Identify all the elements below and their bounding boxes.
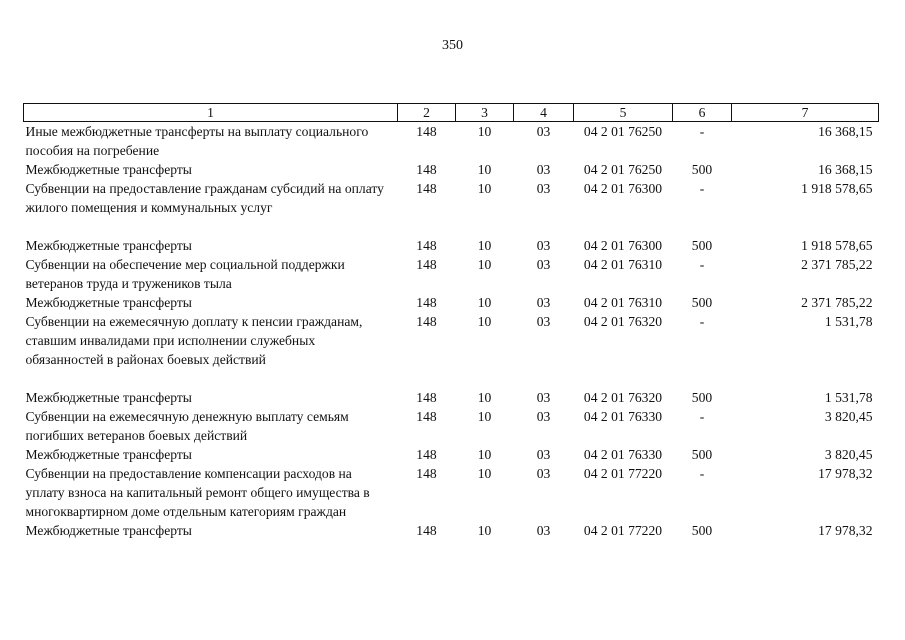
row-amount-cell: 2 371 785,22	[801, 257, 873, 272]
row-name-cell: Субвенции на ежемесячную доплату к пенсии гражданам, ставшим инвалидами при исполнении служебных обязанностей в районах боевых действий	[25, 314, 363, 367]
header-col-6: 6	[673, 104, 732, 122]
header-col-5: 5	[574, 104, 673, 122]
table-row	[24, 388, 879, 407]
row-amount-cell: 1 918 578,65	[801, 181, 873, 196]
row-name-cell: Межбюджетные трансферты	[25, 162, 192, 177]
row-expense-type-cell: 500	[691, 238, 713, 253]
row-expense-type-cell: -	[699, 314, 705, 329]
header-col-3: 3	[456, 104, 514, 122]
row-target-article-cell: 04 2 01 76330	[583, 409, 663, 424]
row-section-cell: 10	[477, 523, 492, 538]
table-row	[24, 293, 879, 312]
row-subsection-cell: 03	[536, 447, 551, 462]
row-section-cell: 10	[477, 466, 492, 481]
table-row	[24, 236, 879, 255]
row-subsection-cell: 03	[536, 162, 551, 177]
row-target-article-cell: 04 2 01 76320	[583, 390, 663, 405]
row-target-article-cell: 04 2 01 76250	[583, 162, 663, 177]
row-name-cell: Иные межбюджетные трансферты на выплату социального пособия на погребение	[25, 124, 369, 158]
row-expense-type-cell: 500	[691, 295, 713, 310]
row-code-cell: 148	[416, 257, 437, 272]
row-code-cell: 148	[416, 181, 437, 196]
row-code-cell: 148	[416, 162, 437, 177]
row-amount-cell: 17 978,32	[818, 523, 873, 538]
row-target-article-cell: 04 2 01 76330	[583, 447, 663, 462]
row-amount-cell: 1 531,78	[824, 314, 873, 329]
row-expense-type-cell: -	[699, 257, 705, 272]
row-section-cell: 10	[477, 257, 492, 272]
table-row	[24, 521, 879, 540]
row-code-cell: 148	[416, 409, 437, 424]
header-col-2: 2	[398, 104, 456, 122]
row-code-cell: 148	[416, 124, 437, 139]
row-code-cell: 148	[416, 295, 437, 310]
row-name-cell: Межбюджетные трансферты	[25, 447, 192, 462]
spacer-cell	[24, 369, 879, 388]
row-name-cell: Субвенции на обеспечение мер социальной поддержки ветеранов труда и тружеников тыла	[25, 257, 345, 291]
row-target-article-cell: 04 2 01 77220	[583, 523, 663, 538]
row-subsection-cell: 03	[536, 466, 551, 481]
row-code-cell: 148	[416, 447, 437, 462]
table-row	[24, 407, 879, 445]
row-amount-cell: 16 368,15	[818, 124, 873, 139]
table-row	[24, 445, 879, 464]
row-expense-type-cell: 500	[691, 390, 713, 405]
table-body	[24, 122, 879, 541]
table-row	[24, 179, 879, 217]
row-name-cell: Межбюджетные трансферты	[25, 523, 192, 538]
row-target-article-cell: 04 2 01 76310	[583, 257, 663, 272]
row-subsection-cell: 03	[536, 314, 551, 329]
row-amount-cell: 1 918 578,65	[801, 238, 873, 253]
row-expense-type-cell: -	[699, 181, 705, 196]
row-subsection-cell: 03	[536, 124, 551, 139]
budget-table	[23, 103, 879, 540]
table-spacer-row	[24, 369, 879, 388]
row-code-cell: 148	[416, 390, 437, 405]
row-code-cell: 148	[416, 466, 437, 481]
header-col-4: 4	[514, 104, 574, 122]
row-code-cell: 148	[416, 238, 437, 253]
row-name-cell: Межбюджетные трансферты	[25, 390, 192, 405]
table-row	[24, 312, 879, 369]
table-row	[24, 122, 879, 161]
row-target-article-cell: 04 2 01 76300	[583, 181, 663, 196]
row-name-cell: Субвенции на предоставление компенсации расходов на уплату взноса на капитальный ремонт общего имущества в многоквартирном доме отдельным категориям граждан	[25, 466, 370, 519]
row-amount-cell: 3 820,45	[824, 447, 873, 462]
row-expense-type-cell: 500	[691, 523, 713, 538]
row-name-cell: Субвенции на предоставление гражданам субсидий на оплату жилого помещения и коммунальных услуг	[25, 181, 384, 215]
row-code-cell: 148	[416, 314, 437, 329]
header-col-1: 1	[24, 104, 398, 122]
table-row	[24, 160, 879, 179]
row-target-article-cell: 04 2 01 76320	[583, 314, 663, 329]
row-expense-type-cell: 500	[691, 162, 713, 177]
row-section-cell: 10	[477, 314, 492, 329]
row-subsection-cell: 03	[536, 409, 551, 424]
row-subsection-cell: 03	[536, 181, 551, 196]
row-section-cell: 10	[477, 390, 492, 405]
row-target-article-cell: 04 2 01 77220	[583, 466, 663, 481]
row-expense-type-cell: -	[699, 409, 705, 424]
row-subsection-cell: 03	[536, 238, 551, 253]
row-amount-cell: 17 978,32	[818, 466, 873, 481]
row-name-cell: Межбюджетные трансферты	[25, 238, 192, 253]
row-name-cell: Субвенции на ежемесячную денежную выплату семьям погибших ветеранов боевых действий	[25, 409, 349, 443]
row-subsection-cell: 03	[536, 257, 551, 272]
row-section-cell: 10	[477, 295, 492, 310]
row-subsection-cell: 03	[536, 295, 551, 310]
table-header-row	[24, 104, 879, 122]
row-name-cell: Межбюджетные трансферты	[25, 295, 192, 310]
row-target-article-cell: 04 2 01 76300	[583, 238, 663, 253]
row-expense-type-cell: 500	[691, 447, 713, 462]
row-amount-cell: 1 531,78	[824, 390, 873, 405]
row-subsection-cell: 03	[536, 390, 551, 405]
row-expense-type-cell: -	[699, 466, 705, 481]
row-code-cell: 148	[416, 523, 437, 538]
row-section-cell: 10	[477, 162, 492, 177]
row-subsection-cell: 03	[536, 523, 551, 538]
row-amount-cell: 2 371 785,22	[801, 295, 873, 310]
header-col-7: 7	[732, 104, 879, 122]
row-section-cell: 10	[477, 409, 492, 424]
table-row	[24, 255, 879, 293]
row-section-cell: 10	[477, 124, 492, 139]
row-target-article-cell: 04 2 01 76250	[583, 124, 663, 139]
row-amount-cell: 16 368,15	[818, 162, 873, 177]
row-section-cell: 10	[477, 238, 492, 253]
row-section-cell: 10	[477, 447, 492, 462]
row-section-cell: 10	[477, 181, 492, 196]
row-amount-cell: 3 820,45	[824, 409, 873, 424]
table-spacer-row	[24, 217, 879, 236]
page-number: 350	[442, 38, 463, 53]
spacer-cell	[24, 217, 879, 236]
row-target-article-cell: 04 2 01 76310	[583, 295, 663, 310]
row-expense-type-cell: -	[699, 124, 705, 139]
table-row	[24, 464, 879, 521]
